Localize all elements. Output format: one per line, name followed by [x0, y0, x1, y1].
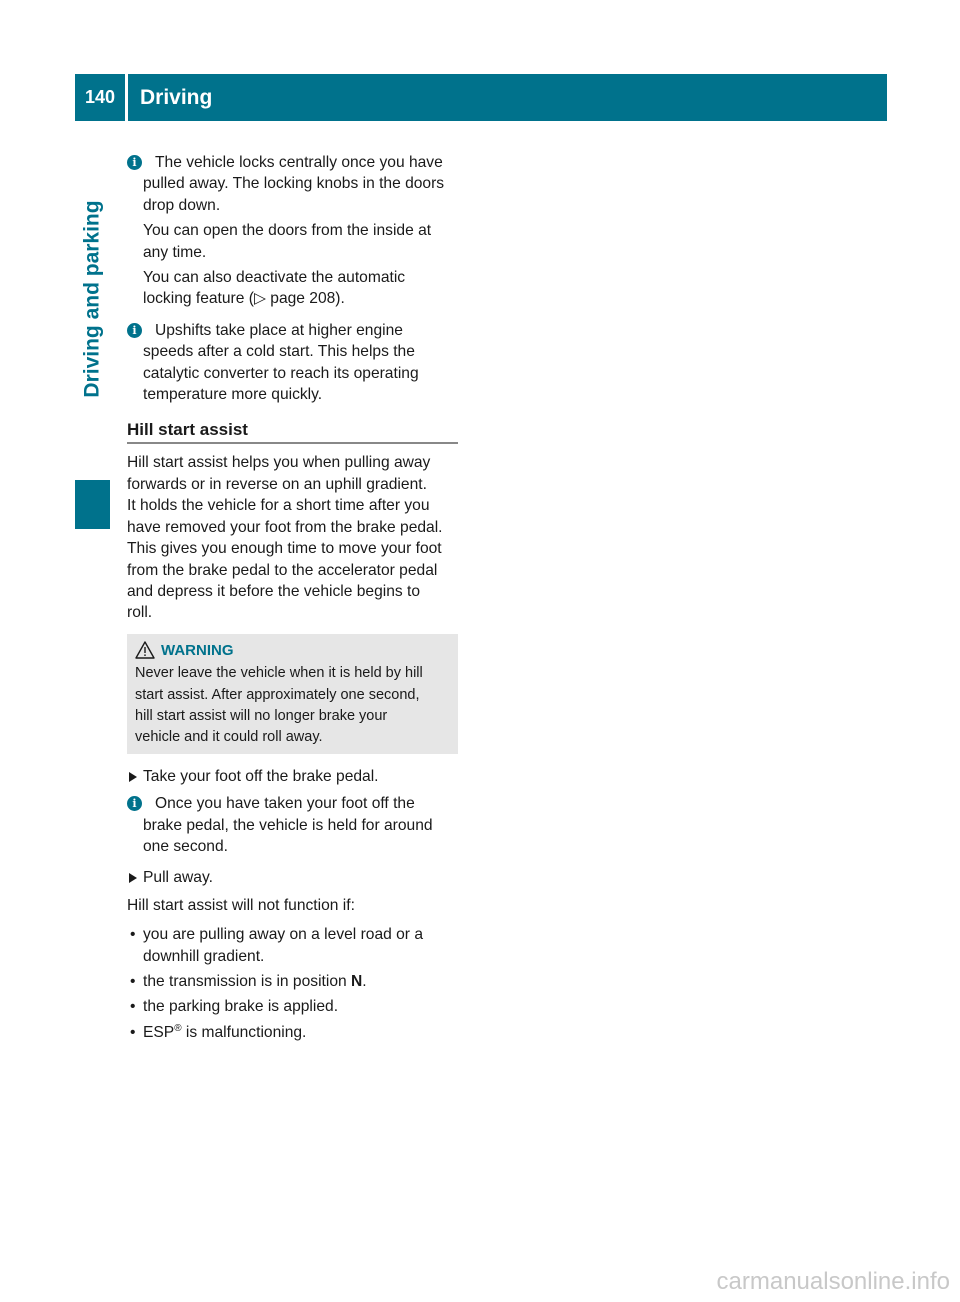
note-line: The vehicle locks centrally once you have: [155, 154, 443, 171]
info-icon: i: [127, 796, 142, 811]
info-icon: i: [127, 323, 142, 338]
bullet-text: .: [362, 973, 367, 990]
page-number: 140: [84, 87, 116, 107]
warning-line: start assist. After approximately one second,: [135, 686, 420, 703]
info-icon: i: [127, 155, 142, 170]
info-note-upshifts: [127, 320, 458, 406]
warning-box: [127, 634, 458, 754]
warning-line: Never leave the vehicle when it is held by hill: [135, 665, 423, 682]
side-tab: [75, 121, 110, 477]
bullet-icon: •: [130, 926, 136, 944]
bullet-line: [143, 1022, 458, 1043]
bullet-item: [127, 924, 458, 967]
info-note-locking: [127, 152, 458, 310]
bullet-line: downhill gradient.: [143, 947, 265, 965]
warning-line: vehicle and it could roll away.: [135, 729, 323, 746]
bullet-item: [127, 1022, 458, 1043]
warning-line: hill start assist will no longer brake your: [135, 707, 388, 724]
note-line: You can also deactivate the automatic: [143, 269, 406, 287]
note-line: Upshifts take place at higher engine: [155, 321, 403, 339]
bullet-icon: •: [130, 1023, 136, 1041]
note-line: one second.: [143, 837, 228, 855]
conditions-intro: Hill start assist will not function if:: [127, 896, 355, 914]
note-line: brake pedal, the vehicle is held for around: [143, 816, 433, 834]
registered-mark: ®: [174, 1022, 182, 1034]
step-arrow-icon: [129, 873, 137, 883]
section-heading: Hill start assist: [127, 419, 458, 444]
bullet-line: you are pulling away on a level road or a: [143, 926, 423, 944]
step-text: Take your foot off the brake pedal.: [143, 767, 379, 785]
intro-line: It holds the vehicle for a short time after you: [127, 497, 430, 515]
intro-line: and depress it before the vehicle begins to: [127, 582, 421, 600]
bullet-icon: •: [130, 998, 136, 1016]
chapter-title: Driving: [140, 85, 213, 109]
watermark: carmanualsonline.info: [716, 1268, 950, 1295]
bullet-text: the transmission is in position: [143, 973, 352, 990]
intro-line: from the brake pedal to the accelerator pedal: [127, 561, 438, 579]
instruction-step: [127, 766, 458, 787]
note-line: catalytic converter to reach its operating: [143, 364, 419, 382]
intro-line: This gives you enough time to move your foot: [127, 540, 442, 558]
section-intro: [127, 452, 458, 623]
step-text: Pull away.: [143, 869, 213, 887]
info-note-held: [127, 793, 458, 857]
intro-line: Hill start assist helps you when pulling away: [127, 454, 431, 472]
bullet-item: [127, 971, 458, 992]
bullet-icon: •: [130, 973, 136, 990]
warning-triangle-icon: [135, 641, 155, 659]
side-tab-block: [75, 480, 110, 529]
instruction-step: [127, 867, 458, 888]
main-content: [127, 152, 458, 1047]
intro-line: roll.: [127, 604, 153, 622]
page-reference-link[interactable]: locking feature (▷ page 208).: [143, 290, 345, 308]
step-arrow-icon: [129, 772, 137, 782]
bullet-item: [127, 996, 458, 1017]
bullet-line: the parking brake is applied.: [143, 998, 339, 1016]
warning-title: WARNING: [161, 641, 234, 659]
note-line: pulled away. The locking knobs in the doors: [143, 175, 445, 193]
warning-header: [135, 640, 450, 661]
note-line: speeds after a cold start. This helps the: [143, 343, 415, 361]
note-line: Once you have taken your foot off the: [155, 795, 415, 813]
note-line: temperature more quickly.: [143, 386, 323, 404]
bullet-line: [143, 971, 458, 992]
bullet-text: is malfunctioning.: [181, 1023, 307, 1041]
header-divider: [125, 74, 128, 121]
side-tab-label: Driving and parking: [80, 200, 104, 398]
gear-position-n: N: [351, 973, 363, 990]
note-line: drop down.: [143, 196, 221, 214]
bullet-text: ESP: [143, 1023, 175, 1041]
note-line: any time.: [143, 243, 207, 261]
intro-line: have removed your foot from the brake pedal.: [127, 518, 443, 536]
intro-line: forwards or in reverse on an uphill gradient.: [127, 475, 427, 493]
note-line: You can open the doors from the inside at: [143, 222, 432, 240]
